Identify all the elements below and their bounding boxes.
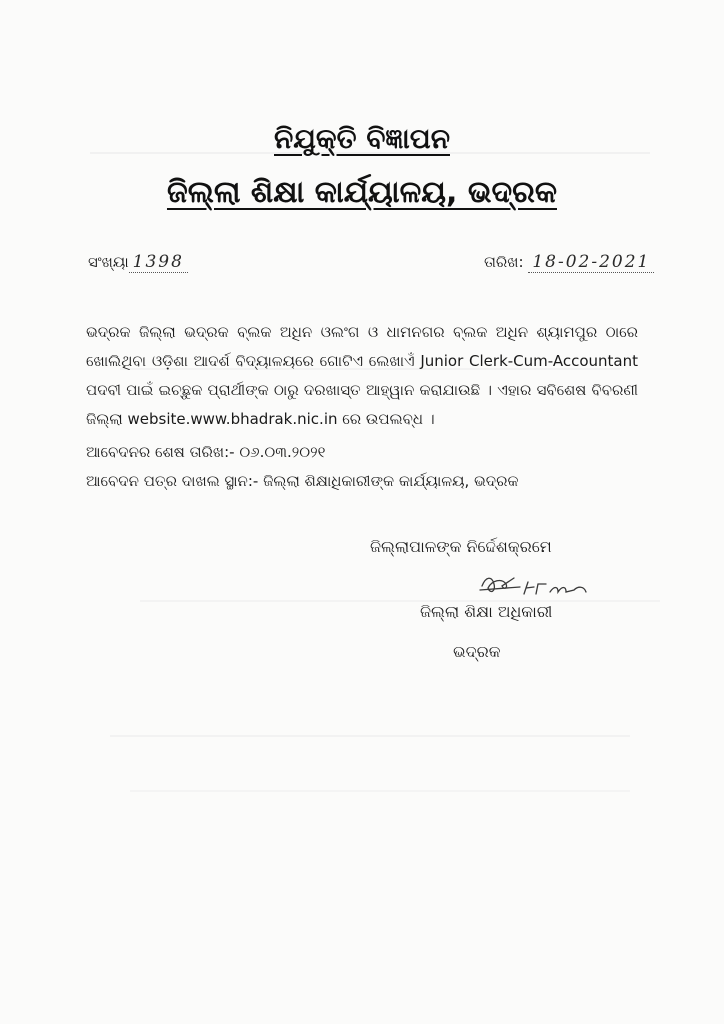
reference-number — [88, 252, 188, 272]
number-label: ସଂଖ୍ୟା — [88, 253, 129, 271]
submission-venue: ଆବେଦନ ପତ୍ର ଦାଖଲ ସ୍ଥାନ:- ଜିଲ୍ଲା ଶିକ୍ଷାଧିକାରୀଙ୍କ କାର୍ଯ୍ୟାଳୟ, ଭଦ୍ରକ — [86, 472, 519, 490]
body-paragraph: ଭଦ୍ରକ ଜିଲ୍ଲା ଭଦ୍ରକ ବ୍ଲକ ଅଧିନ ଓଲଂଗ ଓ ଧାମନଗର ବ୍ଲକ ଅଧିନ ଶ୍ୟାମପୁର ଠାରେ ଖୋଲିଥିବା ଓଡ଼ିଶା ଆଦର୍ଶ ବିଦ୍ୟାଳୟରେ ଗୋଟିଏ ଲେଖାଏଁ Junior Clerk-Cum-Accountant ପଦବୀ ପାଇଁ ଇଚ୍ଛୁକ ପ୍ରାର୍ଥୀଙ୍କ ଠାରୁ ଦରଖାସ୍ତ ଆହ୍ୱାନ କରାଯାଉଛି । ଏହାର ସବିଶେଷ ବିବରଣୀ ଜିଲ୍ଲା website.www.bhadrak.nic.in ରେ ଉପଲବ୍ଧ । — [86, 323, 638, 428]
signature-scribble — [480, 578, 586, 594]
officer-designation: ଜିଲ୍ଲା ଶିକ୍ଷା ଅଧିକାରୀ — [420, 602, 553, 621]
by-order-line: ଜିଲ୍ଲାପାଳଙ୍କ ନିର୍ଦ୍ଦେଶକ୍ରମେ — [370, 537, 552, 556]
date-label: ତାରିଖ: — [484, 253, 524, 271]
notice-title: ନିଯୁକ୍ତି ବିଜ୍ଞାପନ — [274, 122, 450, 155]
notice-body — [86, 318, 638, 434]
office-title: ଜିଲ୍ଲା ଶିକ୍ଷା କାର୍ଯ୍ୟାଳୟ, ଭଦ୍ରକ — [166, 175, 557, 210]
office-place: ଭଦ୍ରକ — [453, 642, 501, 661]
date-value: 18-02-2021 — [528, 252, 654, 273]
number-value: 1398 — [129, 252, 188, 273]
reference-date — [484, 252, 654, 272]
officer-signature — [462, 572, 602, 606]
application-deadline: ଆବେଦନର ଶେଷ ତାରିଖ:- ୦୬.୦୩.୨୦୨୧ — [86, 443, 326, 461]
bleed-through-line — [110, 735, 630, 737]
bleed-through-line — [130, 790, 630, 792]
